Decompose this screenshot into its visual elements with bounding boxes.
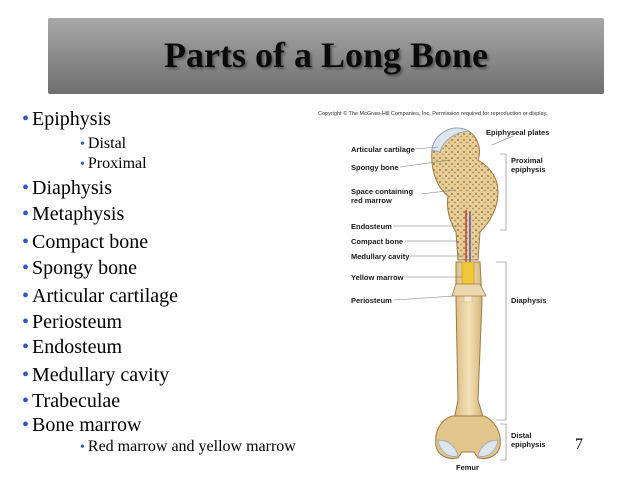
bullet-dot-icon: •: [22, 177, 30, 199]
label-proximal-1: Proximal: [511, 156, 543, 165]
slide-title: Parts of a Long Bone: [164, 35, 488, 75]
label-distal-2: epiphysis: [511, 440, 546, 449]
bullet-item: • Medullary cavity: [22, 364, 170, 386]
label-red-marrow-2: red marrow: [351, 196, 392, 205]
bullet-dot-icon: •: [80, 157, 85, 172]
bullet-item: • Articular cartilage: [22, 285, 179, 307]
bullet-dot-icon: •: [80, 440, 85, 455]
label-epiphyseal-plates: Epiphyseal plates: [486, 128, 550, 137]
bullet-item: • Diaphysis: [22, 177, 113, 199]
bullet-item: • Endosteum: [22, 336, 123, 358]
label-spongy-bone: Spongy bone: [351, 163, 399, 172]
sub-bullet-item: • Proximal: [80, 155, 147, 172]
bullet-item: • Bone marrow: [22, 414, 142, 436]
label-articular-cartilage: Articular cartilage: [351, 145, 415, 154]
bullet-dot-icon: •: [22, 257, 30, 279]
label-femur: Femur: [456, 463, 479, 472]
sub-bullet-item: • Distal: [80, 135, 127, 152]
bullet-dot-icon: •: [22, 364, 30, 386]
periosteum-shape: [452, 284, 486, 296]
label-endosteum: Endosteum: [351, 222, 392, 231]
label-periosteum: Periosteum: [351, 296, 392, 305]
label-compact-bone: Compact bone: [351, 237, 404, 246]
label-medullary-cavity: Medullary cavity: [351, 252, 410, 261]
bullet-dot-icon: •: [22, 108, 30, 130]
bullet-dot-icon: •: [22, 231, 30, 253]
bullet-dot-icon: •: [22, 414, 30, 436]
bullet-dot-icon: •: [22, 311, 30, 333]
label-distal-1: Distal: [511, 431, 532, 440]
bullet-item: • Metaphysis: [22, 203, 125, 225]
bullet-item: • Trabeculae: [22, 390, 121, 412]
label-proximal-2: epiphysis: [511, 165, 546, 174]
bullet-dot-icon: •: [22, 390, 30, 412]
bullet-dot-icon: •: [22, 203, 30, 225]
bullet-item: • Spongy bone: [22, 257, 138, 279]
page-number: 7: [575, 436, 583, 453]
bullet-item: • Compact bone: [22, 231, 149, 253]
bullet-dot-icon: •: [22, 336, 30, 358]
label-red-marrow-1: Space containing: [351, 187, 414, 196]
sub-bullet-item: • Red marrow and yellow marrow: [80, 438, 296, 455]
label-yellow-marrow: Yellow marrow: [351, 273, 404, 282]
label-diaphysis: Diaphysis: [511, 296, 547, 305]
bullet-item: • Epiphysis: [22, 108, 111, 130]
bullet-item: • Periosteum: [22, 311, 123, 333]
bullet-dot-icon: •: [80, 137, 85, 152]
copyright-notice: Copyright © The McGraw-Hill Companies, Inc. Permission required for reproduction or display.: [318, 111, 548, 117]
bullet-dot-icon: •: [22, 285, 30, 307]
